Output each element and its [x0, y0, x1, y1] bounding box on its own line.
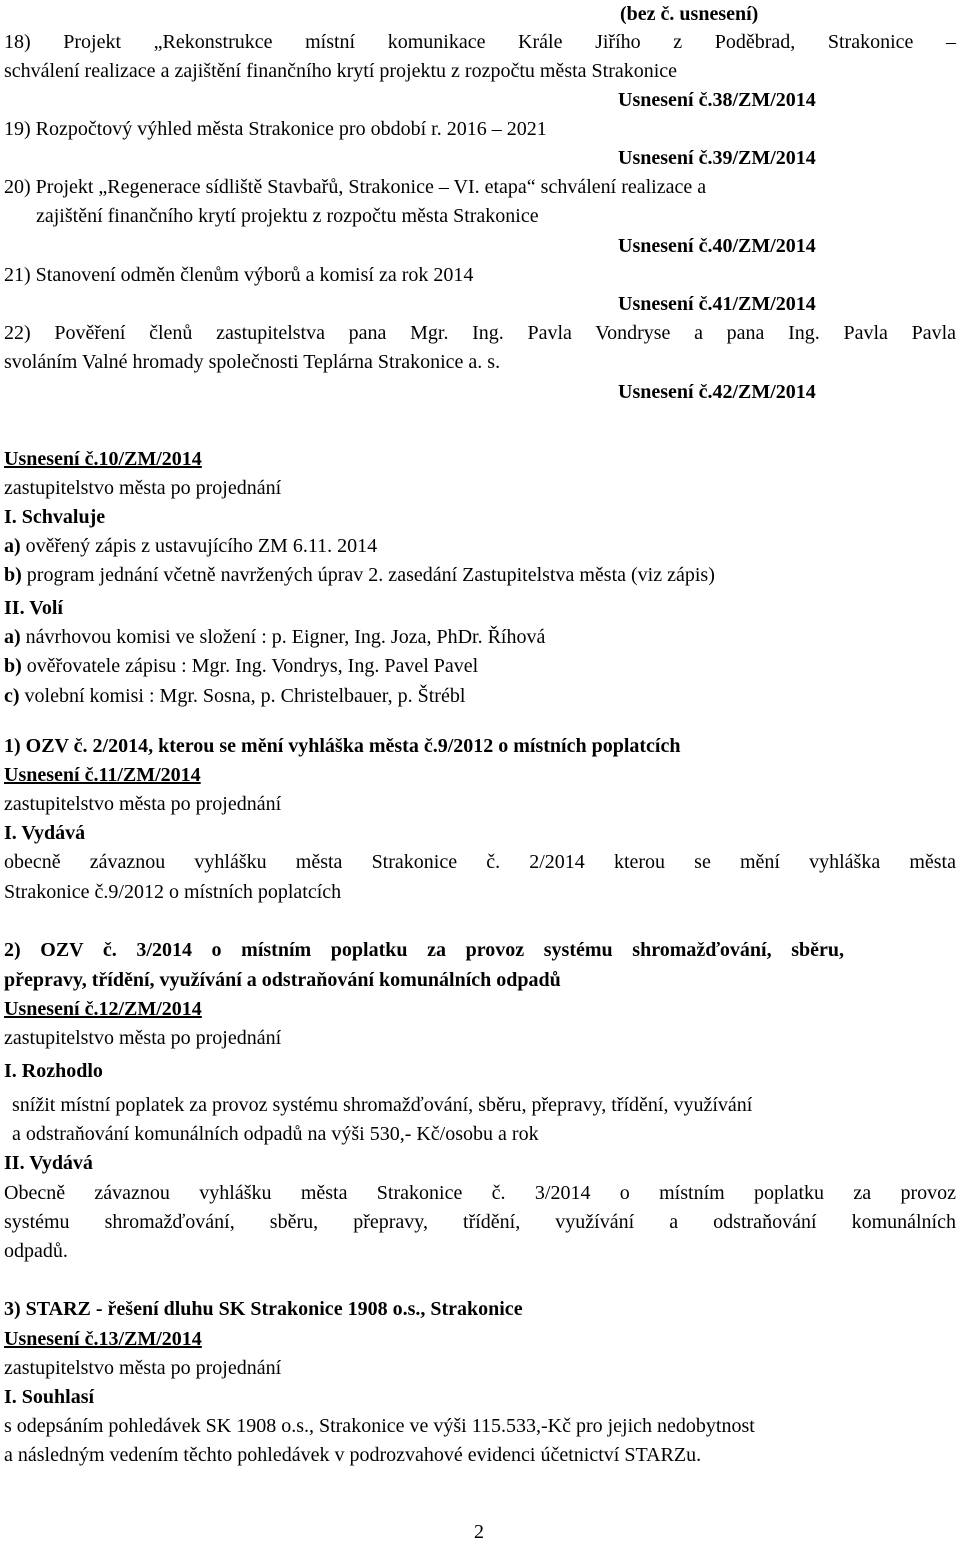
- resolution-10-item-a2: a) návrhovou komisi ve složení : p. Eigner, Ing. Joza, PhDr. Říhová: [4, 626, 546, 648]
- resolution-10-item-a: a) ověřený zápis z ustavujícího ZM 6.11. 2014: [4, 535, 378, 557]
- resolution-11-section-1: I. Vydává: [4, 822, 86, 844]
- resolution-10-section-2: II. Volí: [4, 597, 63, 619]
- resolution-11-text: obecně závaznou vyhlášku města Strakonice č. 2/2014 kterou se mění vyhláška města: [4, 851, 956, 873]
- resolution-10-title: Usnesení č.10/ZM/2014: [4, 448, 202, 470]
- resolution-13-text: s odepsáním pohledávek SK 1908 o.s., Strakonice ve výši 115.533,-Kč pro jejich nedobytnost: [4, 1415, 755, 1437]
- page-number: 2: [474, 1521, 484, 1543]
- resolution-11-heading: 1) OZV č. 2/2014, kterou se mění vyhláška města č.9/2012 o místních poplatcích: [4, 735, 681, 757]
- resolution-13-section-1: I. Souhlasí: [4, 1386, 95, 1408]
- agenda-item-20-cont: zajištění finančního krytí projektu z rozpočtu města Strakonice: [36, 205, 539, 227]
- resolution-12-title: Usnesení č.12/ZM/2014: [4, 998, 202, 1020]
- resolution-12-section-2-text: Obecně závaznou vyhlášku města Strakonice č. 3/2014 o místním poplatku za provoz: [4, 1182, 956, 1204]
- resolution-12-section-1-text: snížit místní poplatek za provoz systému shromažďování, sběru, přepravy, třídění, využívání: [12, 1094, 753, 1116]
- resolution-10-section-1: I. Schvaluje: [4, 506, 106, 528]
- no-resolution-label: (bez č. usnesení): [620, 3, 759, 25]
- resolution-ref-40: Usnesení č.40/ZM/2014: [618, 235, 816, 257]
- resolution-11-intro: zastupitelstvo města po projednání: [4, 793, 282, 815]
- resolution-13-heading: 3) STARZ - řešení dluhu SK Strakonice 1908 o.s., Strakonice: [4, 1298, 523, 1320]
- resolution-12-section-1: I. Rozhodlo: [4, 1060, 103, 1082]
- resolution-13-text-cont: a následným vedením těchto pohledávek v podrozvahové evidenci účetnictví STARZu.: [4, 1444, 702, 1466]
- resolution-ref-39: Usnesení č.39/ZM/2014: [618, 147, 816, 169]
- resolution-12-section-1-text-cont: a odstraňování komunálních odpadů na výši 530,- Kč/osobu a rok: [12, 1123, 539, 1145]
- agenda-item-20: 20) Projekt „Regenerace sídliště Stavbařů, Strakonice – VI. etapa“ schválení realizace a: [4, 176, 707, 198]
- agenda-item-21: 21) Stanovení odměn členům výborů a komisí za rok 2014: [4, 264, 474, 286]
- resolution-10-item-c2: c) volební komisi : Mgr. Sosna, p. Christelbauer, p. Štrébl: [4, 685, 466, 707]
- resolution-13-title: Usnesení č.13/ZM/2014: [4, 1328, 202, 1350]
- resolution-12-heading-cont: přepravy, třídění, využívání a odstraňování komunálních odpadů: [4, 969, 561, 991]
- resolution-11-text-cont: Strakonice č.9/2012 o místních poplatcích: [4, 881, 342, 903]
- resolution-10-item-b2: b) ověřovatele zápisu : Mgr. Ing. Vondrys, Ing. Pavel Pavel: [4, 655, 479, 677]
- resolution-11-title: Usnesení č.11/ZM/2014: [4, 764, 201, 786]
- resolution-10-intro: zastupitelstvo města po projednání: [4, 477, 282, 499]
- agenda-item-22: 22) Pověření členů zastupitelstva pana Mgr. Ing. Pavla Vondryse a pana Ing. Pavla Pavla: [4, 322, 956, 344]
- resolution-ref-41: Usnesení č.41/ZM/2014: [618, 293, 816, 315]
- agenda-item-18: 18) Projekt „Rekonstrukce místní komunikace Krále Jiřího z Poděbrad, Strakonice –: [4, 31, 956, 53]
- resolution-12-section-2-text-end: odpadů.: [4, 1240, 68, 1262]
- resolution-12-section-2: II. Vydává: [4, 1152, 93, 1174]
- agenda-item-19: 19) Rozpočtový výhled města Strakonice pro období r. 2016 – 2021: [4, 118, 547, 140]
- agenda-item-18-cont: schválení realizace a zajištění finančního krytí projektu z rozpočtu města Strakonice: [4, 60, 678, 82]
- resolution-12-section-2-text-cont: systému shromažďování, sběru, přepravy, třídění, využívání a odstraňování komunálních: [4, 1211, 956, 1233]
- resolution-12-heading: 2) OZV č. 3/2014 o místním poplatku za provoz systému shromažďování, sběru,: [4, 939, 844, 961]
- resolution-13-intro: zastupitelstvo města po projednání: [4, 1357, 282, 1379]
- agenda-item-22-cont: svoláním Valné hromady společnosti Teplárna Strakonice a. s.: [4, 351, 501, 373]
- resolution-ref-42: Usnesení č.42/ZM/2014: [618, 381, 816, 403]
- resolution-ref-38: Usnesení č.38/ZM/2014: [618, 89, 816, 111]
- resolution-12-intro: zastupitelstvo města po projednání: [4, 1027, 282, 1049]
- resolution-10-item-b: b) program jednání včetně navržených úprav 2. zasedání Zastupitelstva města (viz zápis): [4, 564, 715, 586]
